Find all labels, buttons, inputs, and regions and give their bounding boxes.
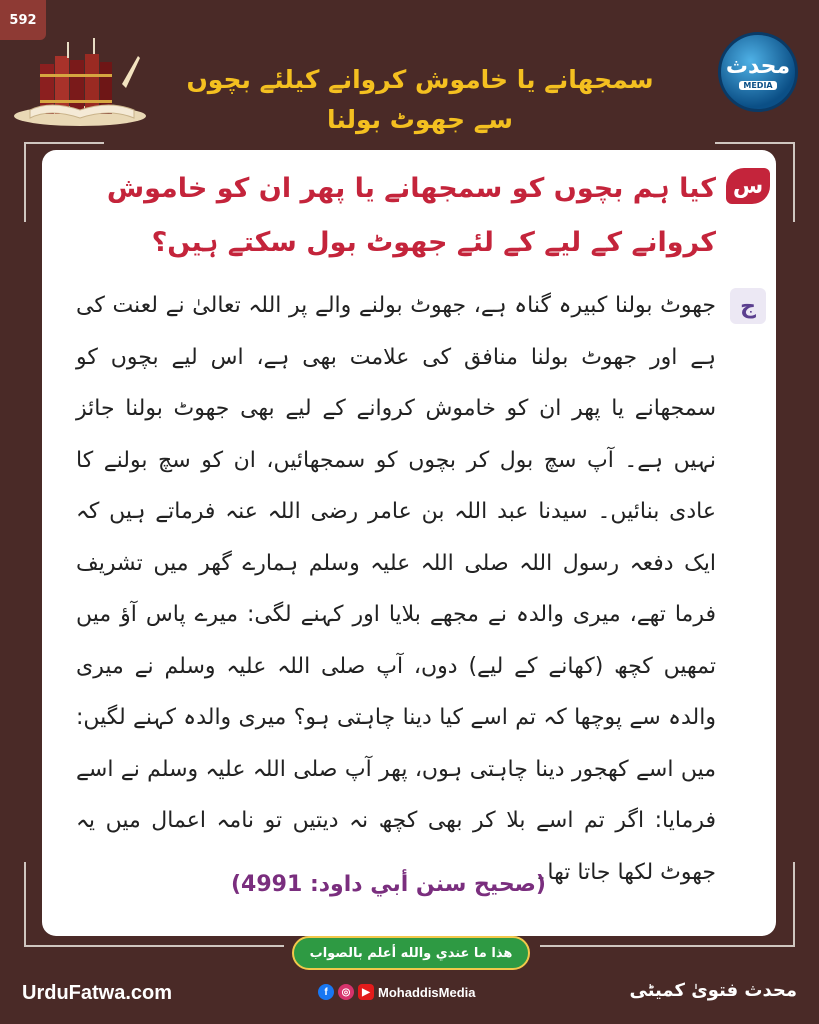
logo-text: محدث: [725, 53, 791, 79]
mohaddis-media-logo: [718, 32, 798, 112]
facebook-icon[interactable]: f: [318, 984, 334, 1000]
question-badge: س: [726, 168, 770, 204]
frame-line-top: [24, 142, 104, 144]
social-links: [318, 984, 476, 1000]
fatwa-card: [42, 150, 776, 936]
answer-badge: ج: [730, 288, 766, 324]
logo-subtext: MEDIA: [739, 81, 776, 90]
frame-line-bottom-left: [24, 945, 284, 947]
header-title: سمجھانے یا خاموش کروانے کیلئے بچوں سے جھوٹ بولنا: [186, 65, 654, 134]
page-number: 592: [0, 0, 46, 40]
frame-line-bottom-right: [540, 945, 795, 947]
committee-name: محدث فتویٰ کمیٹی: [629, 980, 797, 1001]
frame-line-left-bottom: [24, 862, 26, 947]
social-handle[interactable]: MohaddisMedia: [378, 984, 476, 1000]
question-text: کیا ہم بچوں کو سمجھانے یا پھر ان کو خاموش کروانے کے لیے کے لئے جھوٹ بول سکتے ہیں؟: [106, 173, 716, 258]
frame-line-right-top: [793, 142, 795, 222]
closing-phrase: هذا ما عندي والله أعلم بالصواب: [292, 936, 530, 970]
hadith-reference: (صحيح سنن أبي داود: 4991): [230, 872, 546, 897]
frame-line-left-top: [24, 142, 26, 222]
books-illustration-icon: [10, 34, 150, 130]
youtube-icon[interactable]: ▶: [358, 984, 374, 1000]
frame-line-top-right: [715, 142, 795, 144]
instagram-icon[interactable]: ◎: [338, 984, 354, 1000]
website-link[interactable]: UrduFatwa.com: [22, 982, 173, 1004]
answer-text: جھوٹ بولنا کبیرہ گناہ ہے، جھوٹ بولنے والے پر اللہ تعالیٰ نے لعنت کی ہے اور جھوٹ بولنا منافق کی علامت بھی ہے، اس لیے بچوں کو سمجھانے یا پھر ان کو خاموش کروانے کے لیے بھی جھوٹ بولنا جائز نہیں ہے۔ آپ سچ بول کر بچوں کو سمجھائیں، ان کو سچ بولنے کا عادی بنائیں۔ سیدنا عبد اللہ بن عامر رضی اللہ عنہ فرماتے ہیں کہ ایک دفعہ رسول اللہ صلی اللہ علیہ وسلم ہمارے گھر میں تشریف فرما تھے، میری والدہ نے مجھے بلایا اور کہنے لگی: میرے پاس آؤ میں تمھیں کچھ (کھانے کے لیے) دوں، آپ صلی اللہ علیہ وسلم نے میری والدہ سے پوچھا کہ تم اسے کیا دینا چاہتی ہو؟ میری والدہ کہنے لگیں: میں اسے کھجور دینا چاہتی ہوں، پھر آپ صلی اللہ علیہ وسلم نے اسے فرمایا: اگر تم اسے بلا کر بھی کچھ نہ دیتیں تو نامہ اعمال میں یہ جھوٹ لکھا جاتا تھا۔: [76, 293, 716, 885]
frame-line-right-bottom: [793, 862, 795, 947]
